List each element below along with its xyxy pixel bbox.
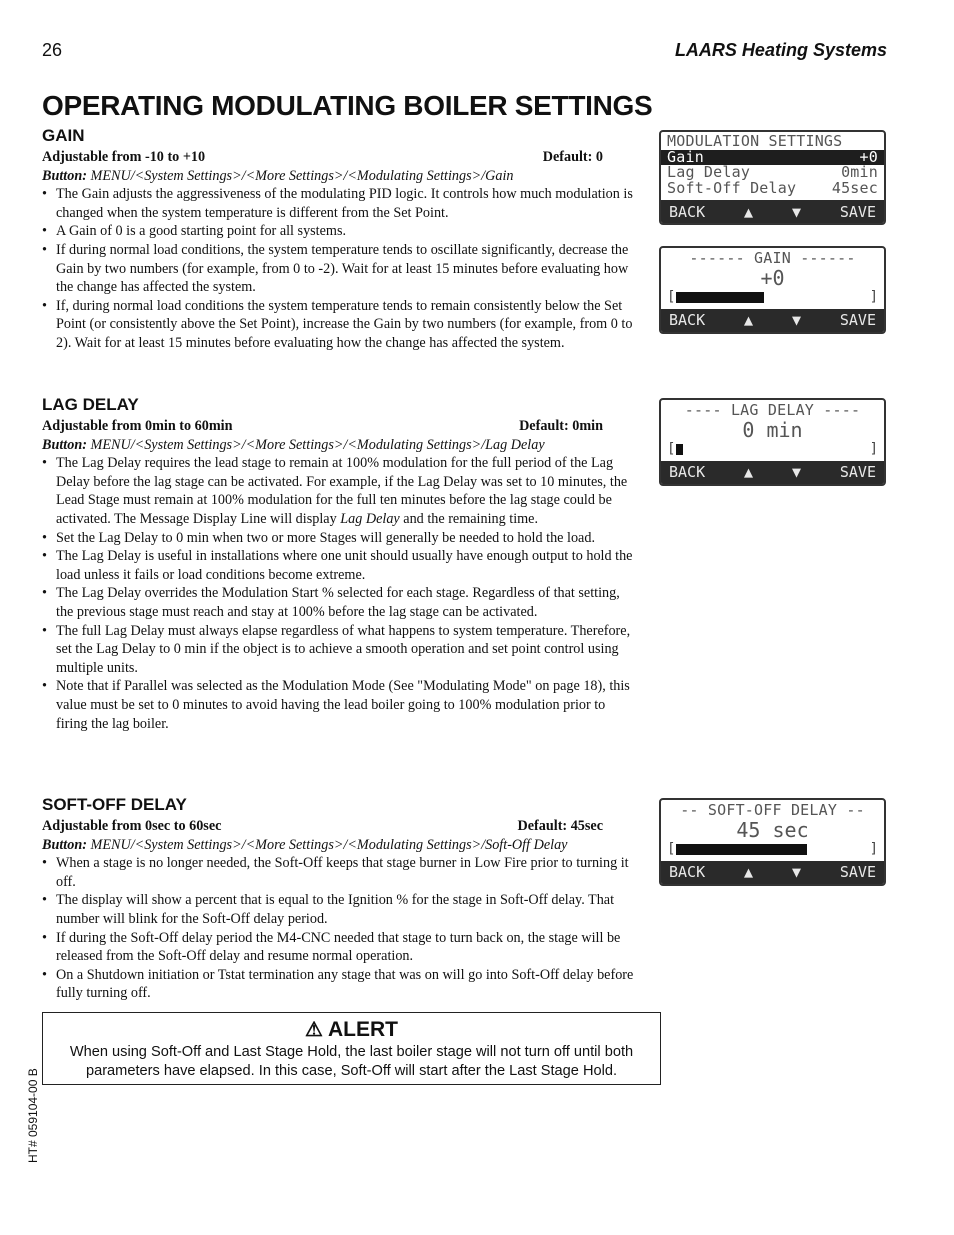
page-title: OPERATING MODULATING BOILER SETTINGS — [42, 90, 653, 121]
lcd-row-label: Gain — [667, 149, 704, 165]
list-item: • The Lag Delay overrides the Modulation Start % selected for each stage. Regardless of that setting, the previous stage must reach and stay at 100% before the lag stage can be activated. — [42, 584, 634, 621]
bar-right-bracket: ] — [869, 288, 878, 305]
list-item: • A Gain of 0 is a good starting point for all systems. — [42, 222, 634, 241]
list-item: • If, during normal load conditions the system temperature tends to remain consistently below the Set Point (or consistently above the Set Point), increase the Gain by two numbers (for example, from 0 to 2). Wait for at least 15 minutes before evaluating how the change has affected the system. — [42, 297, 634, 353]
list-item: • If during the Soft-Off delay period the M4-CNC needed that stage to turn back on, the stage will be released from the Soft-Off delay and resume normal operation. — [42, 929, 634, 966]
bar-fill — [676, 444, 683, 455]
button-label: Button: — [42, 836, 87, 853]
lcd-level-bar — [661, 441, 884, 457]
gain-button-path — [42, 167, 634, 186]
soft-off-bullet-list — [42, 854, 634, 1003]
list-item: • On a Shutdown initiation or Tstat termination any stage that was on will go into Soft-Off delay before fully turning off. — [42, 966, 634, 1003]
gain-section — [42, 126, 634, 353]
soft-off-range: Adjustable from 0sec to 60sec — [42, 818, 222, 834]
gain-default: Default: 0 — [542, 149, 603, 165]
bar-right-bracket: ] — [869, 840, 878, 857]
down-arrow-button[interactable]: ▼ — [791, 202, 801, 221]
bar-right-bracket: ] — [869, 440, 878, 457]
lcd-value: 0 min — [742, 417, 803, 442]
lcd-row-value: 45sec — [831, 180, 878, 196]
lcd-value: +0 — [760, 265, 785, 290]
button-label: Button: — [42, 436, 87, 453]
down-arrow-button[interactable]: ▼ — [791, 863, 801, 881]
lcd-softkeys — [661, 461, 884, 484]
back-button[interactable]: BACK — [669, 311, 706, 329]
warning-triangle-icon: ⚠ — [305, 1019, 323, 1041]
list-item: • Set the Lag Delay to 0 min when two or more Stages will generally be needed to hold the load. — [42, 529, 634, 548]
gain-range-row — [42, 148, 603, 167]
up-arrow-button[interactable]: ▲ — [744, 202, 754, 221]
back-button[interactable]: BACK — [669, 863, 706, 881]
list-item-text: and the remaining time. — [399, 510, 539, 527]
save-button[interactable]: SAVE — [839, 202, 876, 221]
bar-fill — [676, 844, 807, 855]
alert-box — [42, 1012, 661, 1085]
soft-off-default: Default: 45sec — [517, 818, 603, 834]
back-button[interactable]: BACK — [669, 202, 706, 221]
bar-left-bracket: [ — [667, 288, 676, 305]
list-item-text: The Lag Delay requires the lead stage to remain at 100% modulation for the full period of the Lag Delay before the lag stage can be activated. For example, if the Lag Delay was set to 10 minutes, the Lead Stage must remain at 100% modulation for the full ten minutes before the lag stage could be activated. The Message Display Line will display — [56, 455, 628, 527]
lcd-gain — [659, 246, 886, 334]
soft-off-button-path — [42, 836, 634, 855]
gain-range: Adjustable from -10 to +10 — [42, 149, 206, 165]
lcd-menu-row-soft-off-delay[interactable] — [661, 181, 884, 197]
menu-path: MENU/<System Settings>/<More Settings>/<Modulating Settings>/Gain — [86, 167, 514, 184]
page-number: 26 — [42, 40, 63, 60]
list-item: • The Lag Delay is useful in installations where one unit should usually have enough output to hold the load unless it fails or load conditions become extreme. — [42, 547, 634, 584]
lcd-row-value: 0min — [841, 165, 878, 181]
gain-bullet-list — [42, 185, 634, 352]
back-button[interactable]: BACK — [669, 463, 706, 481]
alert-heading — [43, 1017, 660, 1043]
save-button[interactable]: SAVE — [839, 863, 876, 881]
soft-off-section — [42, 795, 634, 1003]
up-arrow-button[interactable]: ▲ — [744, 311, 754, 329]
lcd-lag-delay — [659, 398, 886, 486]
lag-delay-button-path — [42, 436, 634, 455]
lag-delay-default: Default: 0min — [519, 418, 603, 434]
list-item: • If during normal load conditions, the system temperature tends to oscillate significantly, decrease the Gain by two numbers (for example, from 0 to -2). Wait for at least 15 minutes before evaluating how the change has affected the system. — [42, 241, 634, 297]
lag-delay-range: Adjustable from 0min to 60min — [42, 418, 233, 434]
bar-left-bracket: [ — [667, 440, 676, 457]
lcd-softkeys — [661, 309, 884, 332]
down-arrow-button[interactable]: ▼ — [791, 463, 801, 481]
document-code: HT# 059104-00 B — [26, 1068, 40, 1163]
up-arrow-button[interactable]: ▲ — [744, 863, 754, 881]
lag-delay-heading: LAG DELAY — [42, 395, 139, 414]
lcd-softkeys — [661, 200, 884, 223]
button-label: Button: — [42, 167, 87, 184]
bar-fill — [676, 292, 764, 303]
alert-title: ALERT — [328, 1018, 398, 1041]
list-item: • The full Lag Delay must always elapse regardless of what happens to system temperature. Therefore, set the Lag Delay to 0 min if the object is to achieve a smooth operation and set point control using multiple units. — [42, 622, 634, 678]
brand-name: LAARS Heating Systems — [674, 40, 887, 60]
lcd-value: 45 sec — [736, 817, 809, 842]
lcd-title: ------ GAIN ------ — [689, 251, 856, 267]
list-item: • The display will show a percent that is equal to the Ignition % for the stage in Soft-Off delay. That number will blink for the Soft-Off delay period. — [42, 891, 634, 928]
lcd-title: -- SOFT-OFF DELAY -- — [680, 803, 865, 819]
lcd-row-value: +0 — [859, 149, 878, 165]
soft-off-range-row — [42, 817, 603, 836]
menu-path: MENU/<System Settings>/<More Settings>/<Modulating Settings>/Lag Delay — [86, 436, 545, 453]
lcd-row-label: Soft-Off Delay — [667, 180, 797, 196]
save-button[interactable]: SAVE — [839, 311, 876, 329]
lcd-modulation-settings — [659, 130, 886, 225]
lcd-menu-row-gain[interactable] — [661, 150, 884, 166]
list-item-emphasis: Lag Delay — [340, 510, 400, 527]
menu-path: MENU/<System Settings>/<More Settings>/<Modulating Settings>/Soft-Off Delay — [86, 836, 568, 853]
lcd-soft-off-delay — [659, 798, 886, 886]
lcd-title: ---- LAG DELAY ---- — [684, 403, 861, 419]
lcd-row-label: Lag Delay — [667, 165, 751, 181]
save-button[interactable]: SAVE — [839, 463, 876, 481]
up-arrow-button[interactable]: ▲ — [744, 463, 754, 481]
lag-delay-bullet-list — [42, 454, 634, 733]
down-arrow-button[interactable]: ▼ — [791, 311, 801, 329]
list-item: • Note that if Parallel was selected as the Modulation Mode (See "Modulating Mode" on page 18), this value must be set to 0 minutes to avoid having the lead boiler going to 100% modulation prior to firing the lag boiler. — [42, 677, 634, 733]
lcd-level-bar — [661, 289, 884, 305]
list-item: • The Gain adjusts the aggressiveness of the modulating PID logic. It controls how much modulation is changed when the system temperature is different from the Set Point. — [42, 185, 634, 222]
lcd-menu-row-lag-delay[interactable] — [661, 165, 884, 181]
soft-off-heading: SOFT-OFF DELAY — [42, 795, 187, 814]
list-item — [42, 454, 634, 528]
lag-delay-section — [42, 395, 634, 733]
lcd-softkeys — [661, 861, 884, 884]
alert-text: When using Soft-Off and Last Stage Hold, the last boiler stage will not turn off until both parameters have elapsed. In this case, Soft-Off will start after the Last Stage Hold. — [69, 1044, 634, 1079]
lcd-level-bar — [661, 841, 884, 857]
list-item: • When a stage is no longer needed, the Soft-Off keeps that stage burner in Low Fire prior to turning it off. — [42, 854, 634, 891]
bar-left-bracket: [ — [667, 840, 676, 857]
lag-delay-range-row — [42, 417, 603, 436]
gain-heading: GAIN — [42, 126, 85, 145]
lcd-title: MODULATION SETTINGS — [667, 134, 843, 150]
